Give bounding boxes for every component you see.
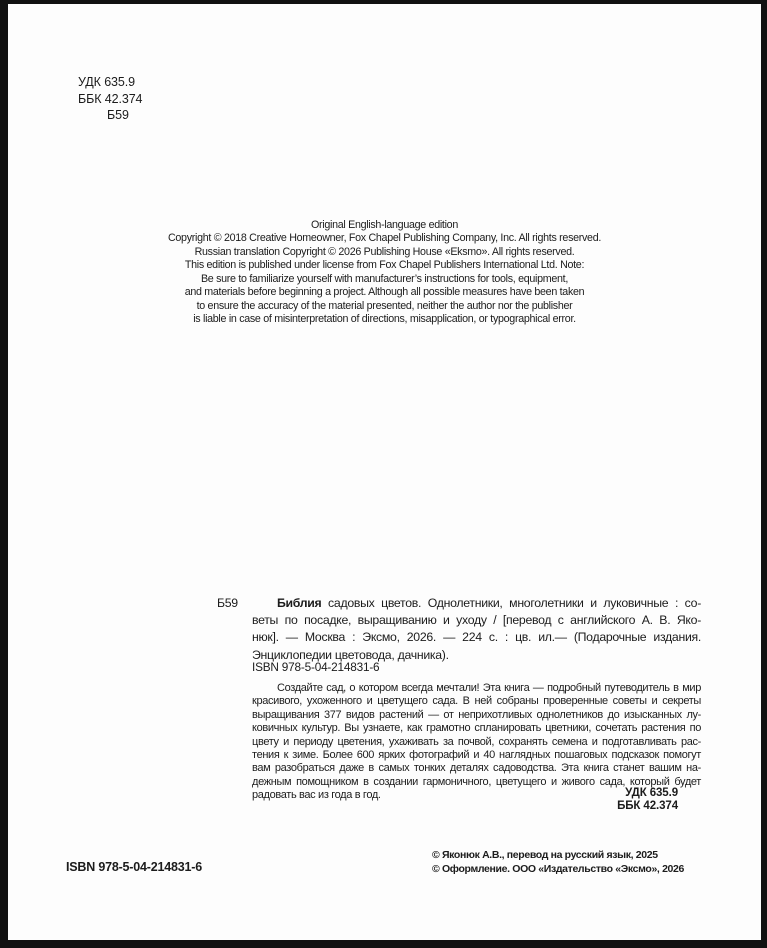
catalog-card-line: веты по посадке, выращиванию и уходу / [перевод с английского А. В. Яко- xyxy=(252,613,701,628)
annotation xyxy=(252,682,701,803)
notice-line: Copyright © 2018 Creative Homeowner, Fox Chapel Publishing Company, Inc. All rights reserved. xyxy=(167,232,602,245)
bottom-catalog-codes xyxy=(617,787,678,813)
catalog-card-text: садовых цветов. Однолетники, многолетники и луковичные : со- xyxy=(321,596,701,610)
annotation-line: дежным помощником в создании гармоничного, цветущего и живого сада, который будет xyxy=(252,775,701,788)
annotation-line: красивого, ухоженного и цветущего сада. В ней собраны проверенные советы и секреты xyxy=(252,695,701,708)
notice-line: Russian translation Copyright © 2026 Publishing House «Eksmo». All rights reserved. xyxy=(194,245,575,258)
copyright-line: © Оформление. ООО «Издательство «Эксмо», 2026 xyxy=(432,862,685,875)
notice-line: is liable in case of misinterpretation of directions, misapplication, or typographical error. xyxy=(193,313,576,326)
notice-line: This edition is published under license from Fox Chapel Publishers International Ltd. Note: xyxy=(184,259,585,272)
catalog-card-line xyxy=(252,595,701,612)
notice-line: Original English-language edition xyxy=(311,219,458,231)
catalog-card xyxy=(217,595,701,664)
catalog-card-line: нюк]. — Москва : Эксмо, 2026. — 224 с. : цв. ил.— (Подарочные издания. xyxy=(252,630,701,645)
author-sign: Б59 xyxy=(107,108,129,123)
catalog-card-line: Энциклопедии цветовода, дачника). xyxy=(252,647,449,662)
udk-code: УДК 635.9 xyxy=(78,75,135,89)
annotation-line: тения к зиме. Более 600 ярких фотографий и 40 наглядных пошаговых подсказок помогут xyxy=(252,749,701,762)
annotation-line: цвету и периоду цветения, ухаживать за почвой, сохранять семена и подготавливать рас- xyxy=(252,735,701,748)
annotation-line: радовать вас из года в год. xyxy=(252,789,381,802)
imprint-page xyxy=(8,4,761,940)
copyright-block xyxy=(432,849,684,876)
isbn-line: ISBN 978-5-04-214831-6 xyxy=(252,660,380,674)
bbk-code: ББК 42.374 xyxy=(617,800,678,812)
annotation-line: выращивания 377 видов растений — от неприхотливых однолетников до изысканных лу- xyxy=(252,708,701,721)
notice-line: Be sure to familiarize yourself with manufacturer’s instructions for tools, equipment, xyxy=(200,272,569,285)
notice-line: to ensure the accuracy of the material presented, neither the author nor the publisher xyxy=(196,299,573,312)
notice-line: and materials before beginning a project. Although all possible measures have been taken xyxy=(184,286,585,299)
english-edition-notice xyxy=(8,219,761,327)
annotation-line: Создайте сад, о котором всегда мечтали! Эта книга — подробный путеводитель в мир xyxy=(277,682,701,694)
copyright-line: © Яконюк А.В., перевод на русский язык, 2025 xyxy=(432,849,658,861)
annotation-line: вам разобраться даже в самых тонких деталях садоводства. Эта книга станет вашим на- xyxy=(252,762,701,775)
top-catalog-codes xyxy=(78,74,142,124)
bbk-code: ББК 42.374 xyxy=(78,91,143,106)
author-sign: Б59 xyxy=(217,596,238,610)
footer-isbn: ISBN 978-5-04-214831-6 xyxy=(66,860,202,874)
annotation-line: ковичных культур. Вы узнаете, как грамотно спланировать цветники, сочетать растения по xyxy=(252,722,701,735)
book-title: Библия xyxy=(277,596,322,610)
udk-code: УДК 635.9 xyxy=(625,787,678,799)
